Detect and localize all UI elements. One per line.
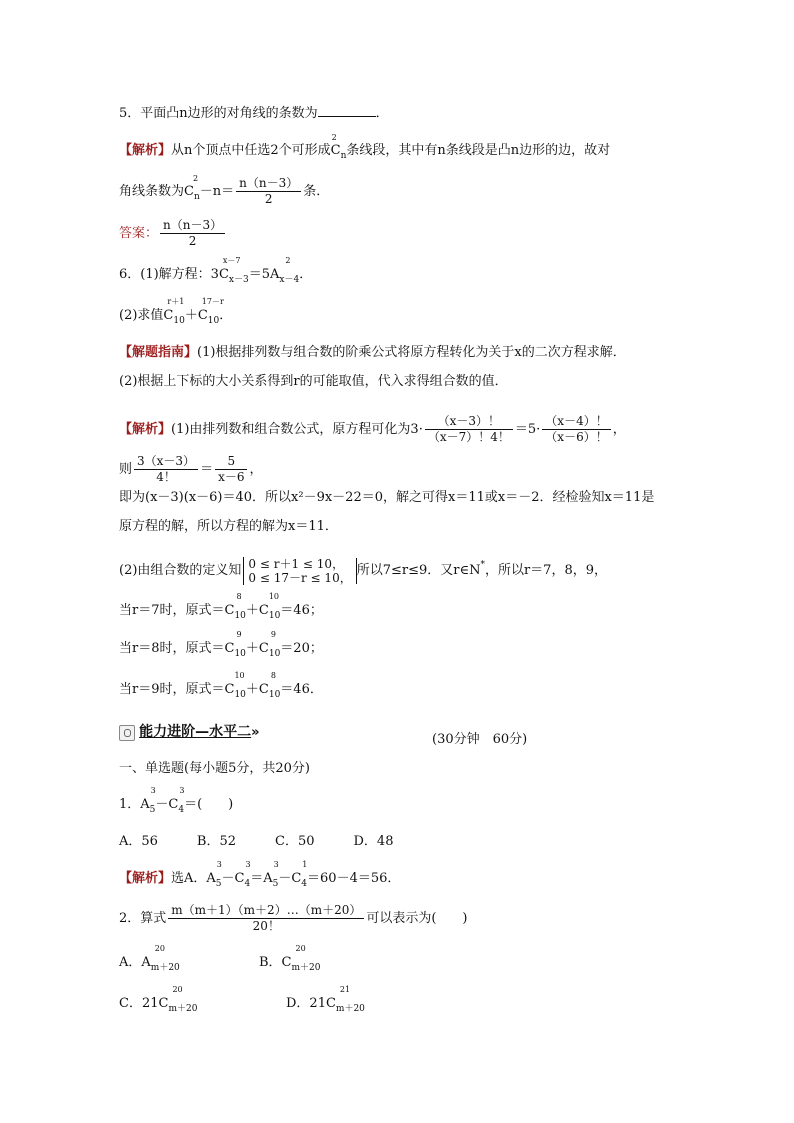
q6-analysis-line2: 则 $\frac{3(x-3)}{4!}$ ＝ $\frac{5}{x-6}$ ， (119, 454, 263, 484)
guide-tag: 【解题指南】 (119, 345, 198, 360)
q6-case-r9: 当r＝9时，原式＝C 10 $_{10}$＋C 8 $_{10}$＝46． (119, 671, 323, 700)
section-title: 能力进阶—水平二 (139, 724, 252, 740)
q2-stem: 2．算式 $\frac{m(m+1)(m+2)\dots(m+20)}{20!}$ 可以表示为( ) (119, 903, 468, 933)
q6-case-r7: 当r＝7时，原式＝C 8 $_{10}$＋C 10 $_{10}$＝46； (119, 592, 323, 621)
q6-guide-line2: (2)根据上下标的大小关系得到r的可能取值，代入求得组合数的值． (119, 374, 508, 389)
q6-part1: 6．(1)解方程：3C x－7 $_{x-3}$＝5A 2 $_{x-4}$． (119, 256, 313, 285)
q1-analysis: 【解析】选A．A 3 $_5$－C 3 $_4$＝A 3 $_5$－C 1 $_4$＝60－4＝56． (119, 860, 401, 889)
analysis-tag: 【解析】 (119, 871, 172, 886)
fraction: $\frac{n(n-3)}{2}$ (236, 176, 301, 207)
q5-answer: 答案： $\frac{n(n-3)}{2}$ (119, 218, 227, 249)
q6-case-r8: 当r＝8时，原式＝C 9 $_{10}$＋C 9 $_{10}$＝20； (119, 630, 323, 659)
q2-fraction: $\frac{m(m+1)(m+2)\dots(m+20)}{20!}$ (168, 903, 364, 934)
part1-heading: 一、单选题(每小题5分，共20分) (119, 761, 310, 776)
inequality-system: 0 ≤ r＋1 ≤ 10， 0 ≤ 17－r ≤ 10， (243, 557, 351, 585)
q6-part2: (2)求值C r＋1 $_{10}$＋C 17－r $_{10}$． (119, 297, 233, 326)
q5-analysis-line2: 角线条数为 2 $C_n-n=$ $\frac{n(n-3)}{2}$ 条． (119, 174, 330, 206)
option-c: C．21C 20 $_{m+20}$ (119, 985, 198, 1014)
q5-stem: 5．平面凸n边形的对角线的条数为 ． (119, 106, 389, 121)
option-b: B．C 20 $_{m+20}$ (259, 944, 321, 973)
comb-symbol: 2 $C_n$ (330, 133, 347, 161)
q6-analysis-line3: 即为(x－3)(x－6)＝40．所以x²－9x－22＝0，解之可得x＝11或x＝－2．经检验知x＝11是 (119, 490, 655, 505)
option-d: D．21C 21 $_{m+20}$ (286, 985, 365, 1014)
option-a: A．A 20 $_{m+20}$ (119, 944, 180, 973)
lightbulb-icon (119, 725, 135, 741)
analysis-tag: 【解析】 (119, 143, 172, 158)
q5-analysis-line1: 【解析】从n个顶点中任选2个可形成 2 $C_n$条线段，其中有n条线段是凸n边形的边，故对 (119, 142, 610, 165)
q6-analysis-line4: 原方程的解，所以方程的解为x＝11． (119, 519, 338, 534)
answer-fraction: $\frac{n(n-3)}{2}$ (160, 218, 225, 249)
q2-options-row1 (119, 944, 321, 977)
q6-analysis-part2: (2)由组合数的定义知 0 ≤ r＋1 ≤ 10， 0 ≤ 17－r ≤ 10， 所以7≤r≤9．又r∈N*，所以r＝7，8，9， (119, 556, 607, 585)
analysis-tag: 【解析】 (119, 422, 172, 437)
q6-guide-line1: 【解题指南】(1)根据排列数与组合数的阶乘公式将原方程转化为关于x的二次方程求解． (119, 345, 626, 360)
answer-blank (318, 104, 376, 117)
comb-symbol: 2 $C_n$ (184, 174, 200, 202)
section-time: (30分钟 60分) (432, 732, 528, 747)
double-arrow-icon: » (251, 725, 260, 740)
q6-analysis-line1: 【解析】(1)由排列数和组合数公式，原方程可化为3· $\frac{(x-3)!}{(x-7)!4!}$ ＝5· $\frac{(x-4)!}{(x-6)!}$ ， (119, 414, 626, 444)
section-header (119, 723, 260, 742)
q1-options: A．56 B．52 C．50 D．48 (119, 834, 394, 849)
q1-stem: 1．A 3 $_5$－C 3 $_4$＝( ) (119, 786, 234, 815)
q2-options-row2 (119, 985, 365, 1018)
